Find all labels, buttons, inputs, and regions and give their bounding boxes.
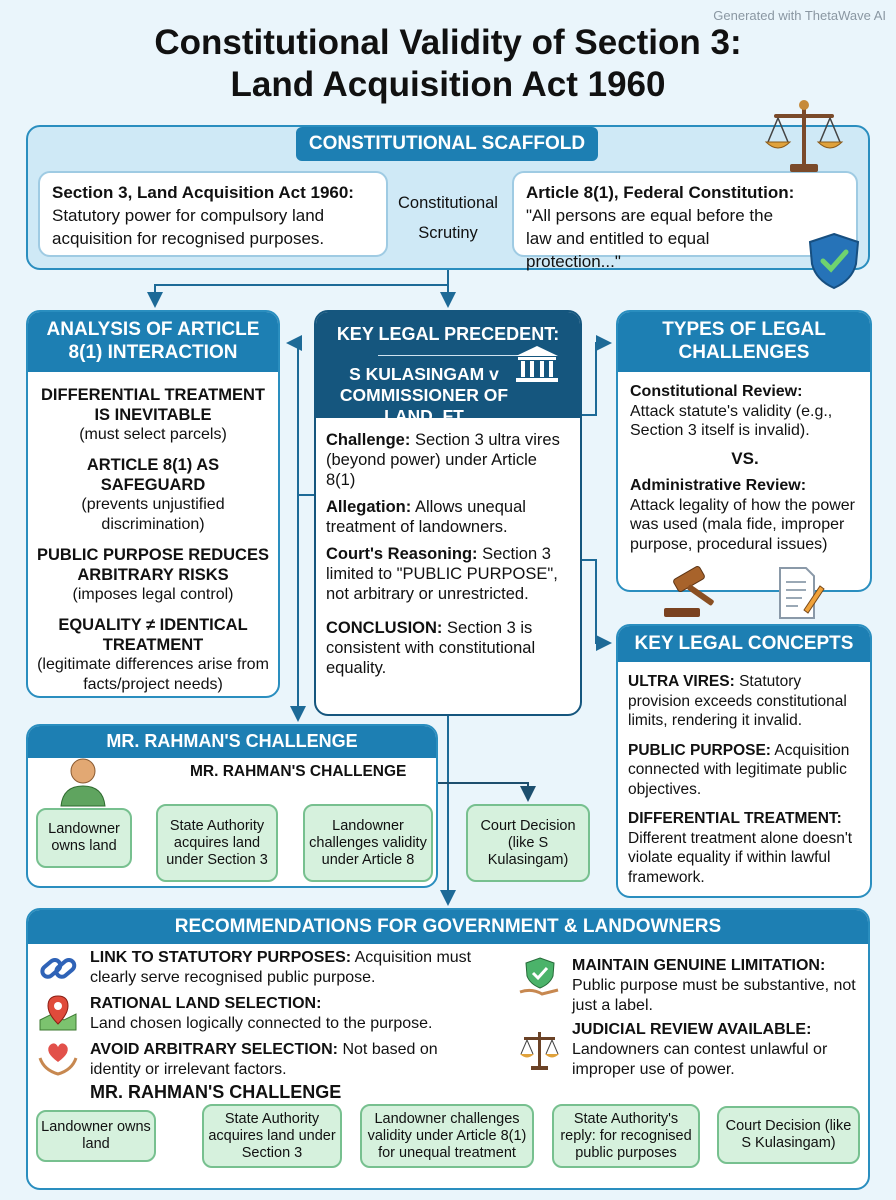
section3-text: Statutory power for compulsory land acquisition for recognised purposes. [52,206,325,248]
recommendation-title: JUDICIAL REVIEW AVAILABLE: [572,1021,812,1038]
concept-item [628,672,864,731]
scrutiny-label-line-2: Scrutiny [418,224,478,242]
concepts-panel [616,624,872,898]
recommendation-item [90,994,490,1034]
recommendation-item [572,956,862,1016]
recommendation-text: Land chosen logically connected to the purpose. [90,1015,433,1032]
analysis-item [36,455,270,535]
analysis-item-heading: DIFFERENTIAL TREATMENT IS INEVITABLE [41,386,265,424]
reasoning-label: Court's Reasoning: [326,545,478,563]
scales-of-justice-icon [764,96,844,178]
recommendation-title: MAINTAIN GENUINE LIMITATION: [572,957,826,974]
challenges-header: TYPES OF LEGAL CHALLENGES [618,312,870,372]
scrutiny-label-line-1: Constitutional [398,194,498,212]
reasoning-text: Section 3 limited to "PUBLIC PURPOSE", not arbitrary or unrestricted. [326,545,558,603]
recommendations-header: RECOMMENDATIONS FOR GOVERNMENT & LANDOWNERS [28,910,868,944]
concept-text: Acquisition connected with legitimate public objectives. [628,741,850,798]
analysis-item-sub: (must select parcels) [79,426,227,443]
analysis-header: ANALYSIS OF ARTICLE 8(1) INTERACTION [28,312,278,372]
analysis-item-sub: (imposes legal control) [72,586,234,603]
concept-text: Different treatment alone doesn't violate equality if within lawful framework. [628,829,853,886]
analysis-item-heading: ARTICLE 8(1) AS SAFEGUARD [86,456,220,494]
rahman-step: Landowner owns land [36,808,132,868]
allegation-text: Allows unequal treatment of landowners. [326,498,526,536]
heart-hands-icon [38,1040,78,1078]
precedent-challenge [326,430,570,490]
challenge-label: Challenge: [326,431,411,449]
title-line-2: Land Acquisition Act 1960 [230,65,666,104]
rec-flow-step: Court Decision (like S Kulasingam) [717,1106,860,1164]
article8-box [512,171,858,271]
analysis-item [36,545,270,605]
small-scales-icon [518,1028,562,1072]
rahman-step: State Authority acquires land under Section 3 [156,804,278,882]
section3-title: Section 3, Land Acquisition Act 1960: [52,183,354,202]
rahman-step: Landowner challenges validity under Article 8 [303,804,433,882]
rahman-step: Court Decision (like S Kulasingam) [466,804,590,882]
recommendation-item [90,948,490,988]
rec-flow-title: MR. RAHMAN'S CHALLENGE [90,1082,342,1102]
analysis-item-sub: (prevents unjustified discrimination) [81,496,225,533]
rec-flow-step: Landowner challenges validity under Article 8(1) for unequal treatment [360,1104,534,1168]
conclusion-text: Section 3 is consistent with constitutional equality. [326,619,536,677]
analysis-item [36,615,270,695]
rahman-subheader: MR. RAHMAN'S CHALLENGE [190,763,407,780]
recommendation-title: AVOID ARBITRARY SELECTION: [90,1041,339,1058]
challenge-text: Section 3 ultra vires (beyond power) under Article 8(1) [326,431,560,489]
constitutional-review-text: Attack statute's validity (e.g., Section 3 itself is invalid). [630,402,833,439]
concept-item [628,741,864,800]
precedent-allegation [326,497,570,537]
scaffold-header: CONSTITUTIONAL SCAFFOLD [296,127,598,161]
watermark: Generated with ThetaWave AI [713,8,886,23]
article8-text: "All persons are equal before the law and entitled to equal protection..." [526,206,774,271]
person-icon [58,756,108,808]
administrative-review-title: Administrative Review: [630,477,807,494]
shield-check-icon [808,232,860,290]
recommendation-text: Public purpose must be substantive, not just a label. [572,977,856,1014]
allegation-label: Allegation: [326,498,412,516]
analysis-item-heading: EQUALITY ≠ IDENTICAL TREATMENT [58,616,248,654]
rahman-header: MR. RAHMAN'S CHALLENGE [28,726,436,758]
shield-hand-icon [518,956,562,1000]
rec-flow-step: Landowner owns land [36,1110,156,1162]
concepts-header: KEY LEGAL CONCEPTS [618,626,870,662]
recommendation-text: Landowners can contest unlawful or improper use of power. [572,1041,828,1078]
analysis-item-sub: (legitimate differences arise from facts/project needs) [37,656,269,693]
rec-flow-step: State Authority's reply: for recognised public purposes [552,1104,700,1168]
chain-link-icon [38,950,78,986]
gavel-icon [660,564,730,620]
concept-term: PUBLIC PURPOSE: [628,741,771,759]
scrutiny-label [388,190,508,246]
concept-term: ULTRA VIRES: [628,673,735,690]
concept-item [628,809,864,887]
analysis-item-heading: PUBLIC PURPOSE REDUCES ARBITRARY RISKS [37,546,269,584]
analysis-item [36,385,270,445]
map-pin-icon [38,994,78,1032]
rec-flow-step: State Authority acquires land under Section 3 [202,1104,342,1168]
case-name: S KULASINGAM v COMMISSIONER OF LAND, FT [339,364,509,426]
courthouse-icon [514,344,560,384]
precedent-header: KEY LEGAL PRECEDENT: [336,324,560,344]
recommendation-title: RATIONAL LAND SELECTION: [90,995,322,1012]
article8-title: Article 8(1), Federal Constitution: [526,183,795,202]
precedent-panel [314,310,582,716]
section3-box [38,171,388,257]
analysis-panel [26,310,280,698]
recommendation-text: Acquisition must clearly serve recognised public purpose. [90,949,472,986]
precedent-reasoning [326,544,570,604]
vs-label: VS. [731,448,759,468]
precedent-header-block [316,312,580,426]
conclusion-label: CONCLUSION: [326,619,443,637]
precedent-conclusion [326,618,570,678]
document-pen-icon [776,566,826,620]
concept-term: DIFFERENTIAL TREATMENT: [628,810,842,827]
challenges-panel [616,310,872,592]
administrative-review-text: Attack legality of how the power was used (mala fide, improper purpose, procedural issues) [630,496,856,553]
recommendation-item [90,1040,470,1080]
title-line-1: Constitutional Validity of Section 3: [154,23,742,62]
concept-text: Statutory provision exceeds constitutional limits, rendering it invalid. [628,673,847,729]
constitutional-review-title: Constitutional Review: [630,383,803,400]
recommendation-item [572,1020,862,1080]
recommendation-text: Not based on identity or irrelevant factors. [90,1041,438,1078]
recommendation-title: LINK TO STATUTORY PURPOSES: [90,949,352,966]
